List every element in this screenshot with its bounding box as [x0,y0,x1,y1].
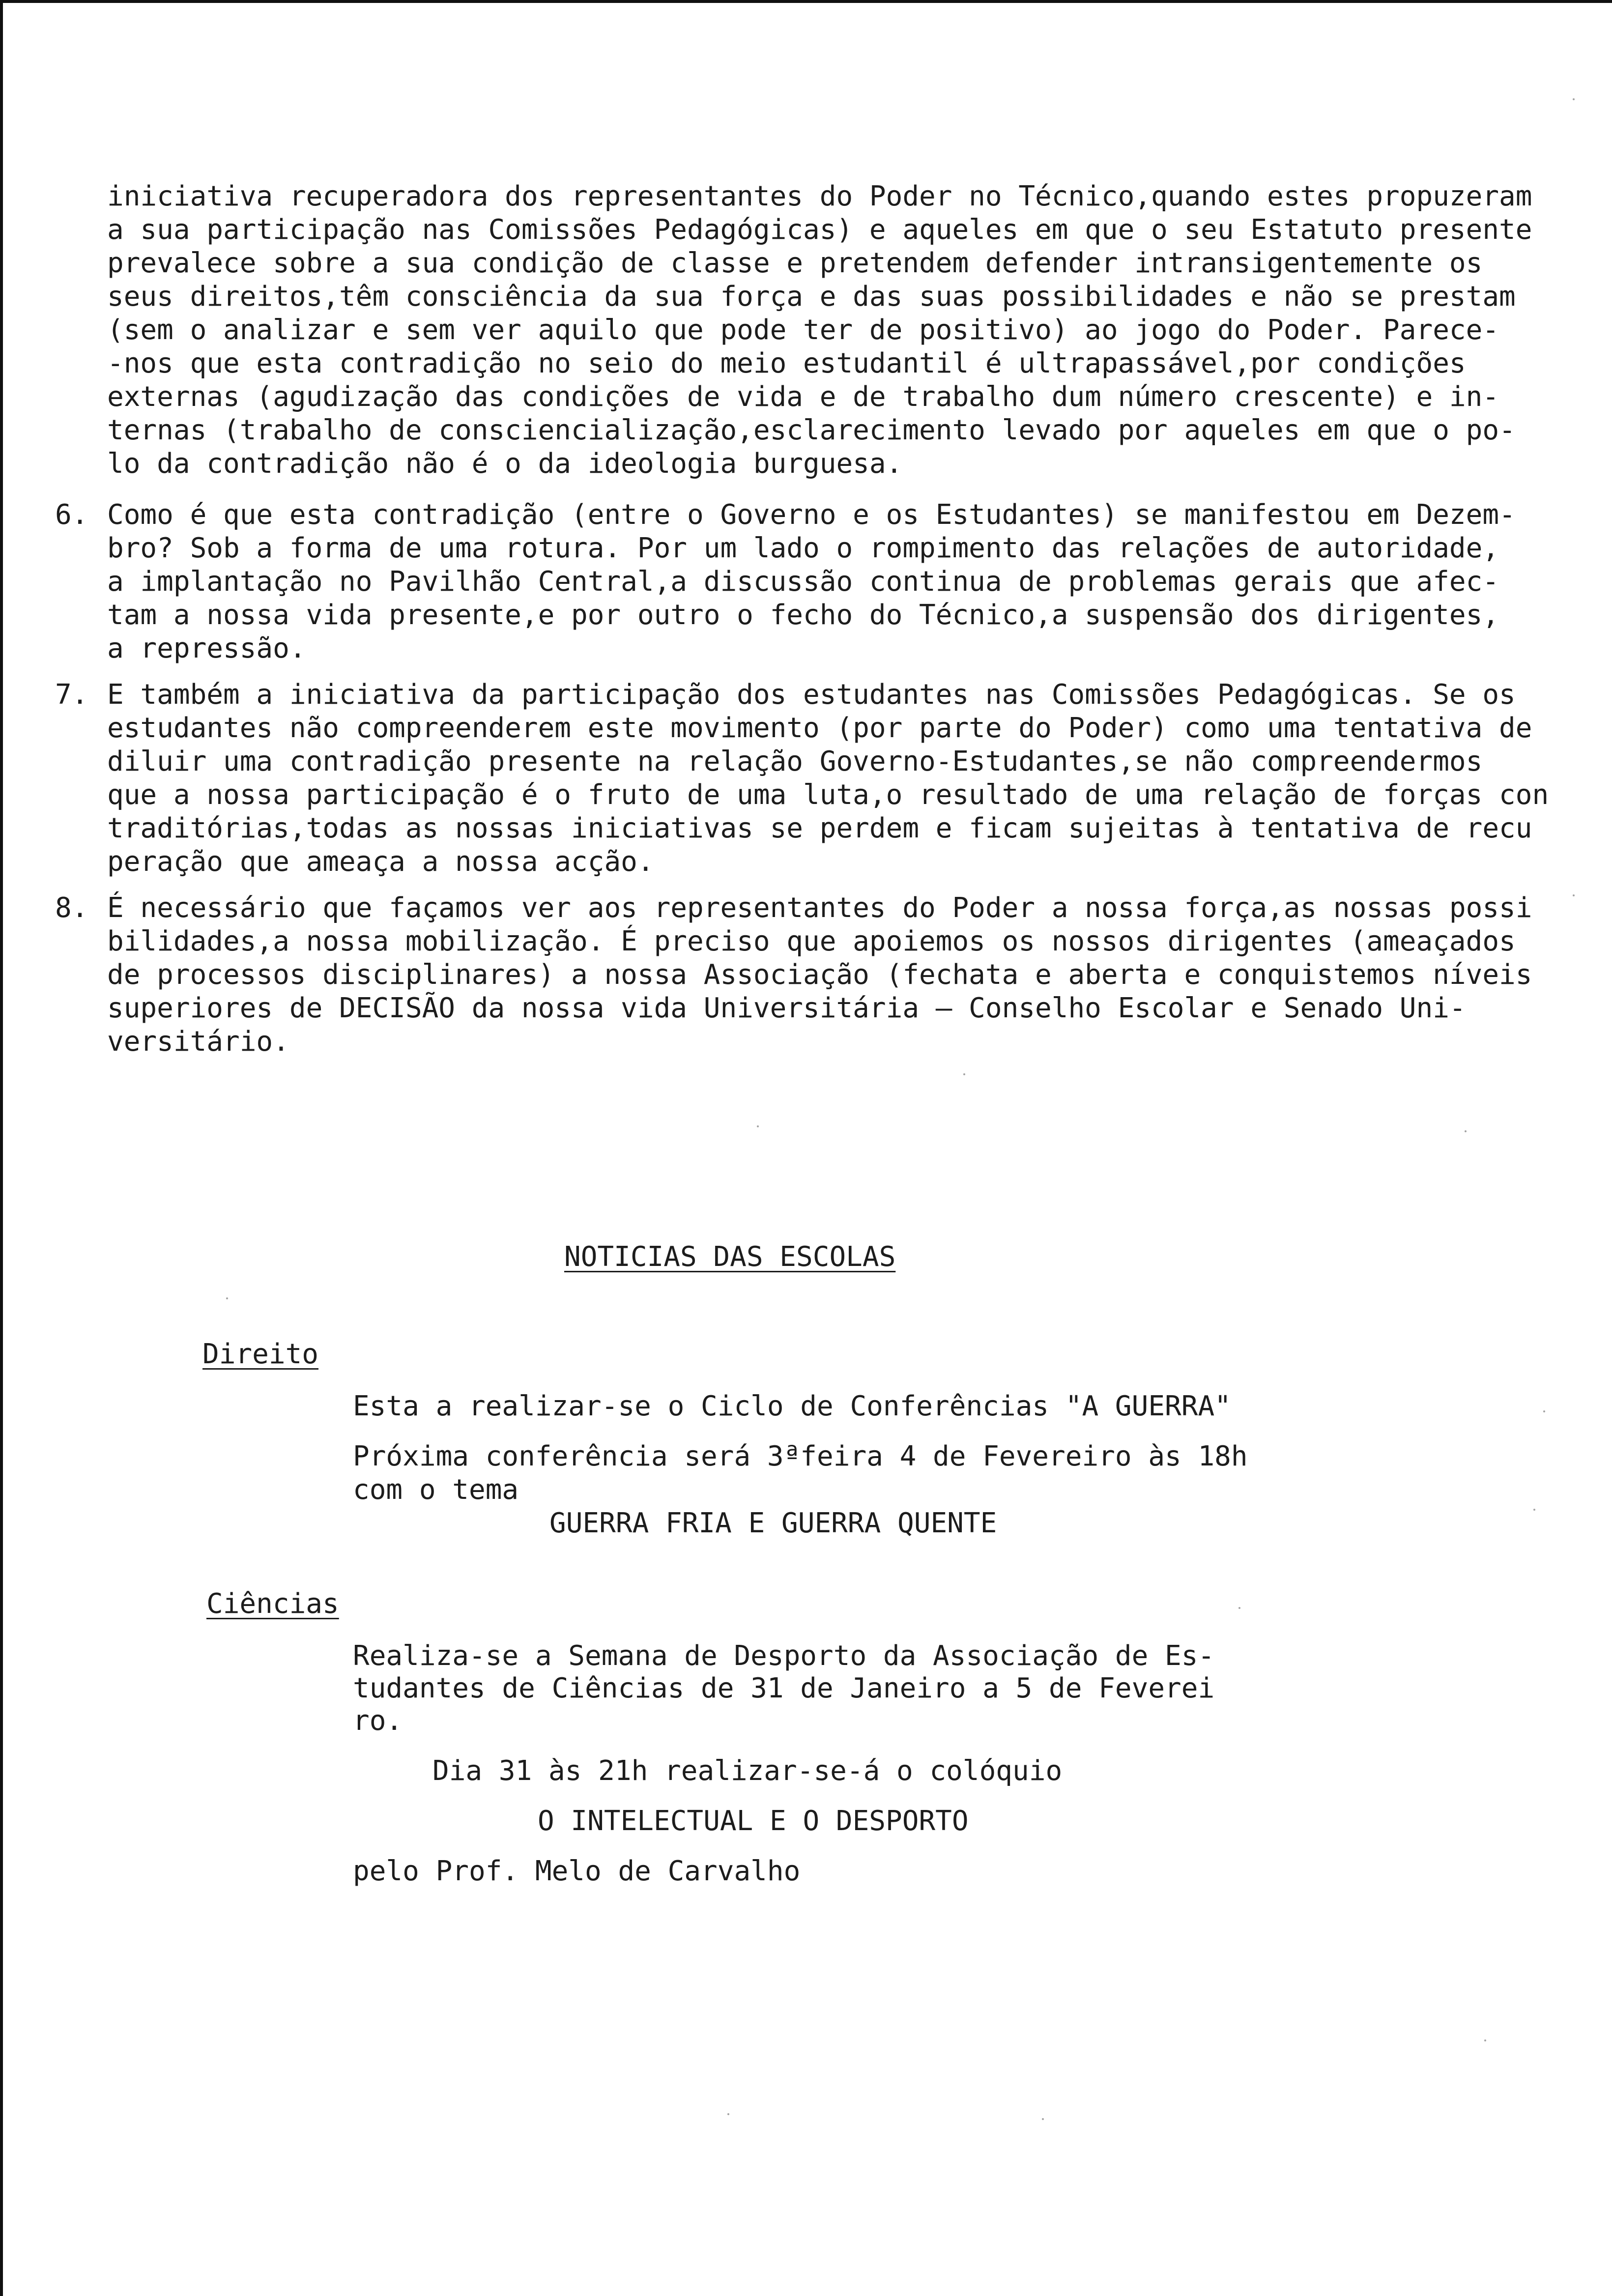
continuation-paragraph [107,180,1532,481]
direito-line: com o tema [353,1474,519,1506]
point-7-paragraph [107,678,1549,879]
scan-speck [1573,894,1575,896]
scan-speck [1042,2118,1044,2120]
scan-speck [1543,1410,1545,1412]
text-line: iniciativa recuperadora dos representantes do Poder no Técnico,quando estes propuzeram [107,180,1532,212]
text-line: tam a nossa vida presente,e por outro o fecho do Técnico,a suspensão dos dirigentes, [107,599,1499,631]
text-line: versitário. [107,1026,289,1058]
text-line: lo da contradição não é o da ideologia burguesa. [107,448,903,480]
text-line: É necessário que façamos ver aos representantes do Poder a nossa força,as nossas possi [107,892,1532,924]
text-line: bilidades,a nossa mobilização. É preciso que apoiemos os nossos dirigentes (ameaçados [107,925,1516,957]
scan-speck [727,2113,729,2115]
text-line: que a nossa participação é o fruto de uma luta,o resultado de uma relação de forças con [107,779,1549,811]
school-heading-ciencias: Ciências [206,1588,339,1620]
scan-speck [226,1297,228,1299]
text-line: traditórias,todas as nossas iniciativas se perdem e ficam sujeitas à tentativa de recu [107,812,1532,844]
text-line: (sem o analizar e sem ver aquilo que pode ter de positivo) ao jogo do Poder. Parece- [107,314,1499,346]
text-line: a implantação no Pavilhão Central,a discussão continua de problemas gerais que afec- [107,566,1499,598]
page-edge-left [0,0,3,2296]
text-line: ternas (trabalho de consciencialização,esclarecimento levado por aqueles em que o po- [107,414,1516,446]
ciencias-line: Realiza-se a Semana de Desporto da Associação de Es- [353,1640,1215,1672]
text-line: E também a iniciativa da participação dos estudantes nas Comissões Pedagógicas. Se os [107,679,1516,711]
page-edge-top [0,0,1612,3]
text-line: externas (agudização das condições de vida e de trabalho dum número crescente) e in- [107,381,1499,413]
scan-speck [1573,98,1575,100]
text-line: a sua participação nas Comissões Pedagógicas) e aqueles em que o seu Estatuto presente [107,214,1532,246]
point-number: 6. [55,499,88,531]
text-line: bro? Sob a forma de uma rotura. Por um lado o rompimento das relações de autoridade, [107,532,1499,564]
point-6-paragraph [107,498,1516,665]
scan-speck [1533,1509,1535,1511]
scan-speck [1465,1130,1467,1132]
ciencias-line: tudantes de Ciências de 31 de Janeiro a 5 de Feverei [353,1672,1215,1704]
scan-speck [757,1125,759,1127]
text-line: diluir uma contradição presente na relação Governo-Estudantes,se não compreendermos [107,746,1483,777]
direito-line: Esta a realizar-se o Ciclo de Conferências "A GUERRA" [353,1390,1231,1422]
ciencias-line: ro. [353,1705,403,1737]
section-title: NOTICIAS DAS ESCOLAS [564,1241,896,1273]
text-line: de processos disciplinares) a nossa Associação (fechata e aberta e conquistemos níveis [107,959,1532,991]
text-line: superiores de DECISÃO da nossa vida Universitária — Conselho Escolar e Senado Uni- [107,992,1466,1024]
text-line: a repressão. [107,632,306,664]
text-line: Como é que esta contradição (entre o Governo e os Estudantes) se manifestou em Dezem- [107,499,1516,531]
ciencias-line: Dia 31 às 21h realizar-se-á o colóquio [432,1755,1063,1787]
scan-speck [1484,2039,1486,2041]
text-line: estudantes não compreenderem este movimento (por parte do Poder) como uma tentativa de [107,712,1532,744]
point-number: 8. [55,892,88,924]
point-8-paragraph [107,891,1532,1059]
text-line: -nos que esta contradição no seio do meio estudantil é ultrapassável,por condições [107,347,1466,379]
direito-line: Próxima conferência será 3ªfeira 4 de Fevereiro às 18h [353,1440,1248,1472]
school-heading-direito: Direito [202,1338,319,1370]
scan-speck [963,1073,965,1075]
text-line: seus direitos,têm consciência da sua força e das suas possibilidades e não se prestam [107,281,1516,313]
ciencias-speaker: pelo Prof. Melo de Carvalho [353,1855,801,1887]
ciencias-topic: O INTELECTUAL E O DESPORTO [538,1805,969,1837]
point-number: 7. [55,679,88,711]
text-line: prevalece sobre a sua condição de classe e pretendem defender intransigentemente os [107,247,1483,279]
text-line: peração que ameaça a nossa acção. [107,846,654,878]
scan-speck [1238,1607,1240,1609]
direito-topic: GUERRA FRIA E GUERRA QUENTE [549,1507,997,1539]
